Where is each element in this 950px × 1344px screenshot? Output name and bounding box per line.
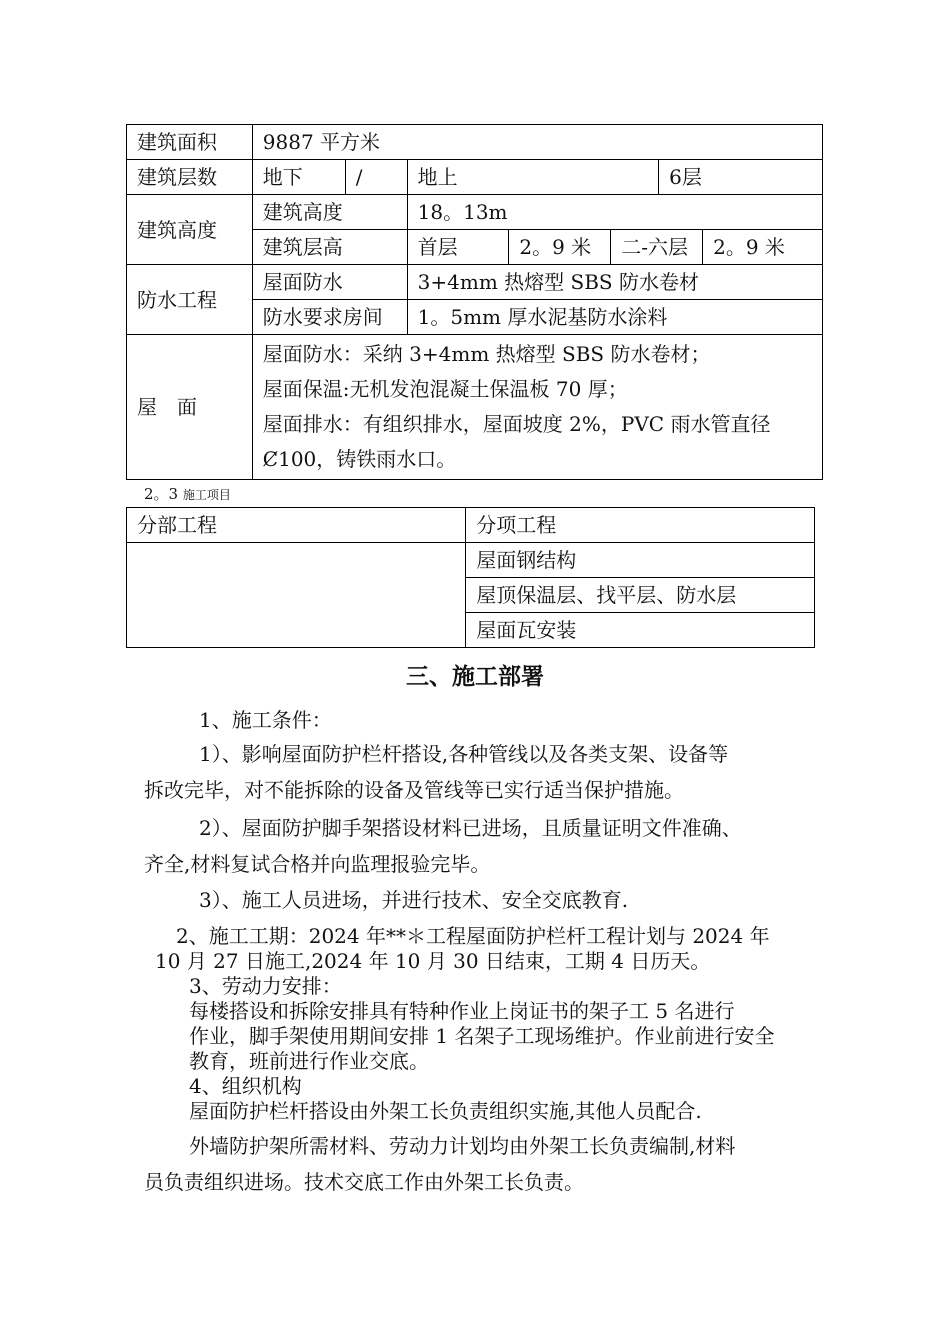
paragraph: 3、劳动力安排：	[189, 974, 342, 998]
paragraph: 每楼搭设和拆除安排具有特种作业上岗证书的架子工 5 名进行	[189, 999, 735, 1023]
height-value: 18。13m	[407, 195, 822, 230]
section-caption	[144, 484, 231, 505]
roof-waterproof-value: 3+4mm 热熔型 SBS 防水卷材	[407, 265, 822, 300]
building-info-table	[126, 124, 823, 480]
height-label: 建筑高度	[127, 195, 253, 265]
first-floor-label: 首层	[407, 230, 509, 265]
aboveground-value: 6层	[659, 160, 823, 195]
paragraph: 员负责组织进场。技术交底工作由外架工长负责。	[144, 1170, 584, 1194]
first-floor-value: 2。9 米	[509, 230, 611, 265]
area-label: 建筑面积	[127, 125, 253, 160]
table-row	[127, 160, 823, 195]
floors-2-6-value: 2。9 米	[703, 230, 823, 265]
aboveground-label: 地上	[407, 160, 659, 195]
roof-description	[252, 335, 822, 480]
paragraph: 4、组织机构	[189, 1074, 302, 1098]
paragraph: 屋面防护栏杆搭设由外架工长负责组织实施,其他人员配合.	[189, 1099, 702, 1123]
waterproof-label: 防水工程	[127, 265, 253, 335]
paragraph: 教育，班前进行作业交底。	[189, 1049, 429, 1073]
underground-label: 地下	[252, 160, 345, 195]
paragraph: 2）、屋面防护脚手架搭设材料已进场，且质量证明文件准确、	[199, 816, 742, 840]
division-cell	[127, 543, 466, 648]
room-waterproof-value: 1。5mm 厚水泥基防水涂料	[407, 300, 822, 335]
floors-2-6-label: 二-六层	[611, 230, 703, 265]
floors-label: 建筑层数	[127, 160, 253, 195]
caption-title: 施工项目	[182, 488, 231, 502]
roof-line: 屋面保温:无机发泡混凝土保温板 70 厚；	[262, 377, 628, 401]
caption-number: 2。3	[144, 485, 179, 503]
paragraph: 1、施工条件：	[199, 708, 332, 732]
sub-item: 屋面瓦安装	[466, 613, 815, 648]
underground-value: /	[345, 160, 407, 195]
col2-header: 分项工程	[466, 508, 815, 543]
table-row	[127, 265, 823, 300]
paragraph: 10 月 27 日施工,2024 年 10 月 30 日结束，工期 4 日历天。	[155, 949, 711, 973]
floor-height-label: 建筑层高	[252, 230, 407, 265]
table-row	[127, 508, 815, 543]
sub-item: 屋顶保温层、找平层、防水层	[466, 578, 815, 613]
paragraph: 拆改完毕，对不能拆除的设备及管线等已实行适当保护措施。	[144, 778, 684, 802]
roof-line: 屋面排水：有组织排水，屋面坡度 2%，PVC 雨水管直径Ȼ100，铸铁雨水口。	[262, 412, 771, 471]
paragraph: 3）、施工人员进场，并进行技术、安全交底教育.	[199, 888, 629, 912]
room-waterproof-label: 防水要求房间	[252, 300, 407, 335]
paragraph: 外墙防护架所需材料、劳动力计划均由外架工长负责编制,材料	[189, 1134, 736, 1158]
paragraph: 1）、影响屋面防护栏杆搭设,各种管线以及各类支架、设备等	[199, 742, 729, 766]
paragraph: 齐全,材料复试合格并向监理报验完毕。	[144, 852, 491, 876]
col1-header: 分部工程	[127, 508, 466, 543]
section-heading: 三、施工部署	[406, 664, 544, 690]
roof-waterproof-label: 屋面防水	[252, 265, 407, 300]
paragraph: 作业，脚手架使用期间安排 1 名架子工现场维护。作业前进行安全	[189, 1024, 775, 1048]
height-sub-label: 建筑高度	[252, 195, 407, 230]
table-row	[127, 543, 815, 578]
sub-item: 屋面钢结构	[466, 543, 815, 578]
table-row	[127, 125, 823, 160]
project-table	[126, 507, 815, 648]
table-row	[127, 335, 823, 480]
roof-line: 屋面防水：采纳 3+4mm 热熔型 SBS 防水卷材；	[262, 342, 711, 366]
table-row	[127, 195, 823, 230]
roof-label: 屋 面	[127, 335, 253, 480]
area-value: 9887 平方米	[252, 125, 822, 160]
paragraph: 2、施工工期：2024 年**＊工程屋面防护栏杆工程计划与 2024 年	[176, 924, 770, 948]
